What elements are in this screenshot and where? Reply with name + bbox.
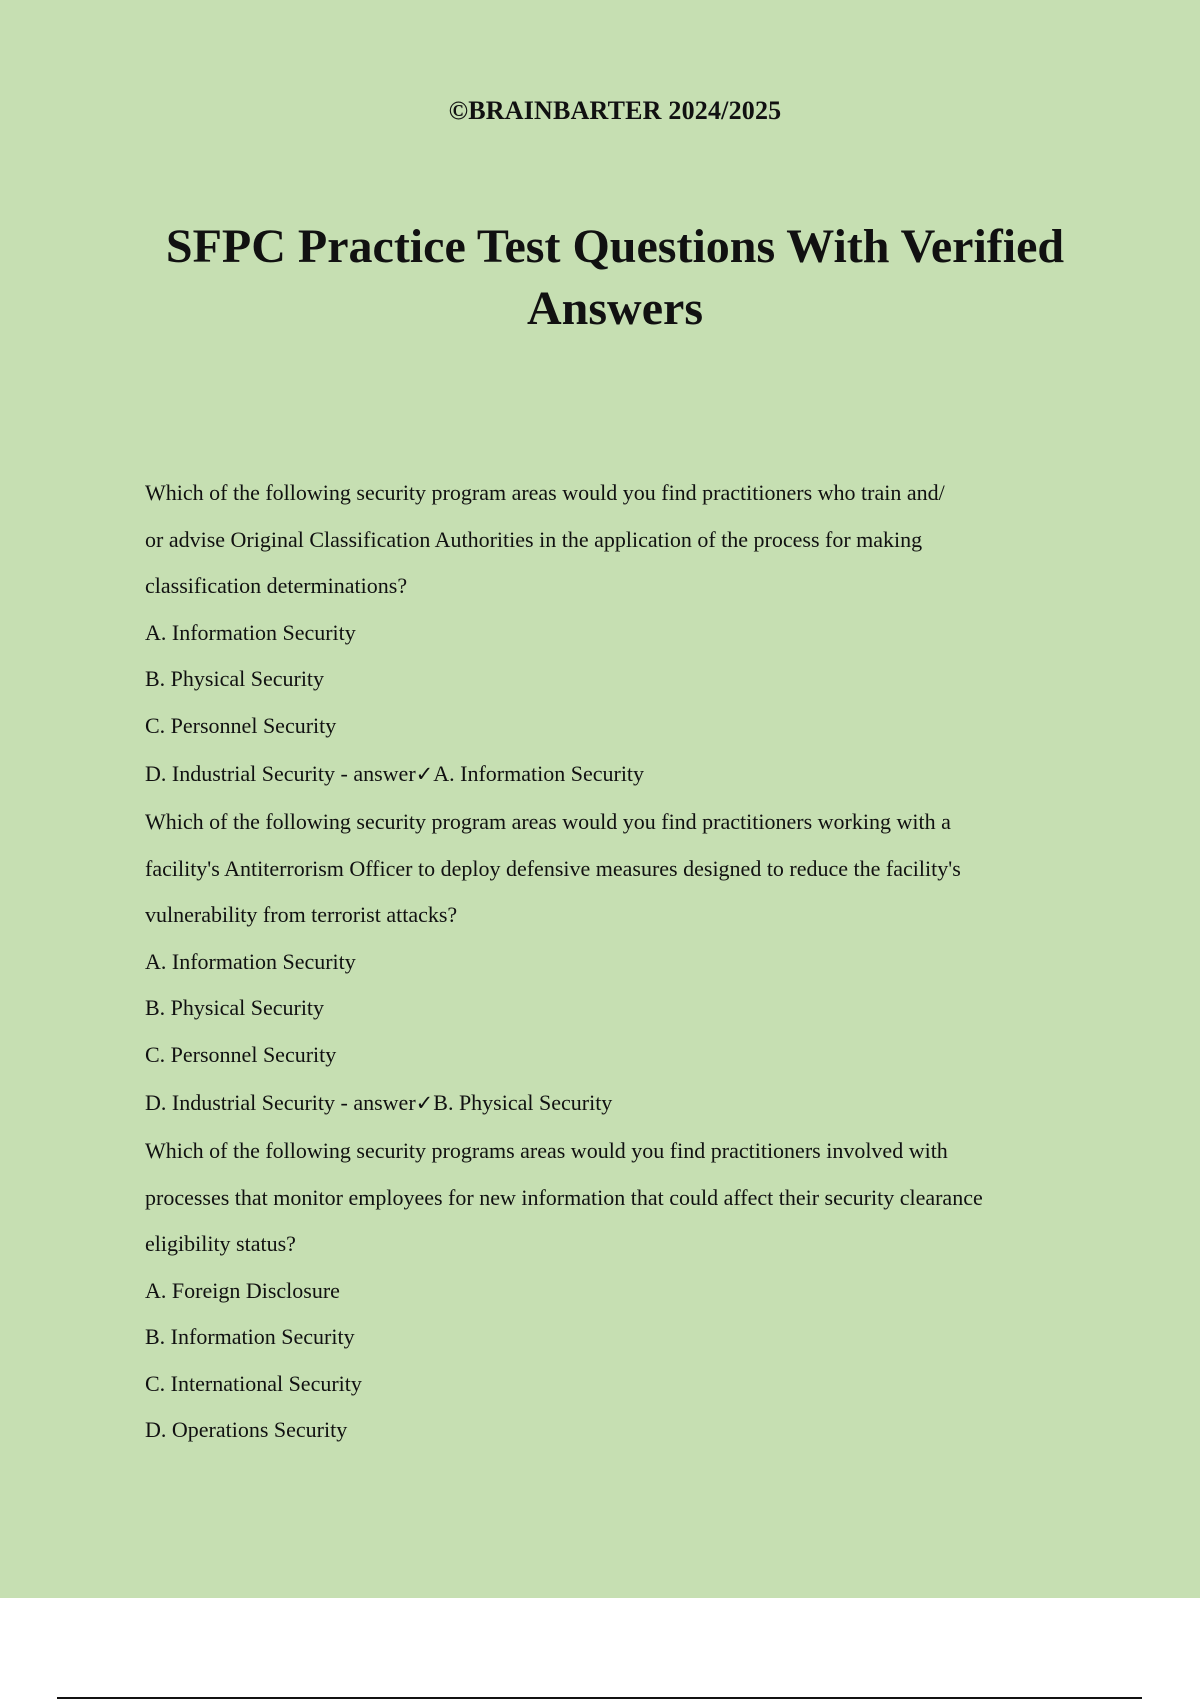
checkmark-icon: ✓: [415, 1091, 434, 1115]
answer-option-label: D. Industrial Security - answer: [145, 761, 416, 786]
question-list: [145, 470, 1075, 1454]
answer-option-with-answer: [145, 749, 1075, 799]
question-line: processes that monitor employees for new information that could affect their security clearance: [145, 1184, 983, 1210]
footer-divider: [57, 1697, 1142, 1699]
question-block: [145, 1128, 1075, 1454]
copyright-header: ©BRAINBARTER 2024/2025: [448, 96, 782, 125]
answer-option: A. Information Security: [145, 948, 356, 974]
question-line: vulnerability from terrorist attacks?: [145, 902, 458, 927]
question-line: or advise Original Classification Authorities in the application of the process for making: [145, 526, 923, 552]
answer-option: B. Physical Security: [145, 666, 325, 691]
answer-option-label: D. Industrial Security - answer: [145, 1090, 416, 1115]
answer-option: C. Personnel Security: [145, 1041, 337, 1067]
answer-option: B. Physical Security: [145, 995, 325, 1020]
verified-answer: B. Physical Security: [433, 1090, 613, 1115]
question-block: [145, 799, 1075, 1128]
answer-option-with-answer: [145, 1078, 1075, 1128]
question-line: eligibility status?: [145, 1231, 296, 1256]
question-line: facility's Antiterrorism Officer to deploy defensive measures designed to reduce the facility's: [145, 855, 961, 881]
answer-option: A. Foreign Disclosure: [145, 1277, 340, 1303]
answer-option: D. Operations Security: [145, 1417, 348, 1442]
answer-option: A. Information Security: [145, 619, 356, 645]
answer-option: C. International Security: [145, 1370, 362, 1396]
question-line: Which of the following security programs areas would you find practitioners involved with: [145, 1138, 948, 1163]
question-line: classification determinations?: [145, 573, 408, 598]
checkmark-icon: ✓: [415, 762, 434, 786]
answer-option: C. Personnel Security: [145, 712, 337, 738]
question-block: [145, 470, 1075, 799]
question-line: Which of the following security program areas would you find practitioners who train and/: [145, 480, 945, 505]
verified-answer: A. Information Security: [433, 761, 645, 786]
document-title: SFPC Practice Test Questions With Verified Answers: [165, 220, 1065, 335]
question-line: Which of the following security program areas would you find practitioners working with a: [145, 809, 951, 834]
answer-option: B. Information Security: [145, 1324, 355, 1349]
